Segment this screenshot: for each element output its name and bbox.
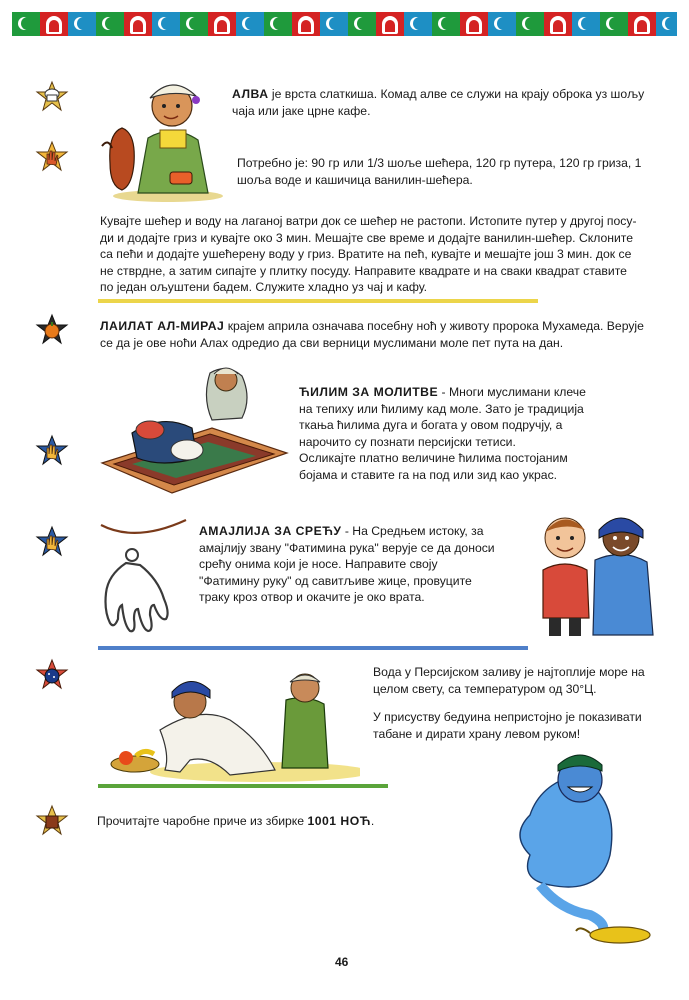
crescent-icon bbox=[441, 17, 454, 30]
dome-icon bbox=[46, 16, 62, 34]
border-tile bbox=[432, 12, 460, 36]
carpet-paragraph bbox=[299, 384, 679, 484]
border-tile bbox=[488, 12, 516, 36]
crescent-icon bbox=[273, 17, 286, 30]
globe-star-icon bbox=[34, 658, 70, 699]
gulf-line: Вода у Персијском заливу је најтоплије море на bbox=[373, 665, 645, 679]
crescent-icon bbox=[609, 17, 622, 30]
decorative-border bbox=[12, 12, 677, 36]
crescent-icon bbox=[189, 17, 202, 30]
crescent-icon bbox=[581, 17, 594, 30]
recipe-line: Кувајте шећер и воду на лаганој ватри док се шећер не растопи. Истопите путер у другој посу- bbox=[100, 214, 637, 228]
border-tile bbox=[264, 12, 292, 36]
border-tile bbox=[516, 12, 544, 36]
fatima-hand-amulet-illustration bbox=[96, 515, 196, 645]
stories-text: Прочитајте чаробне приче из збирке bbox=[97, 814, 308, 828]
border-tile bbox=[656, 12, 677, 36]
halva-title: АЛВА bbox=[232, 87, 269, 101]
two-children-illustration bbox=[535, 500, 660, 645]
amulet-line: "Фатимину руку" од савитљиве жице, провуците bbox=[199, 573, 472, 588]
carpet-line: ткања ћилима дуга и богата у овом подручју, а bbox=[299, 418, 563, 433]
crescent-icon bbox=[245, 17, 258, 30]
crescent-icon bbox=[21, 17, 34, 30]
recipe-line: по један ољуштени бадем. Служите хладно уз чај и кафу. bbox=[100, 280, 428, 295]
border-tile bbox=[180, 12, 208, 36]
book-star-icon bbox=[34, 804, 70, 845]
border-tile bbox=[320, 12, 348, 36]
carpet-line: бојама и ставите га на под или зид као украс. bbox=[299, 467, 558, 482]
border-tile bbox=[152, 12, 180, 36]
recipe-line: не стврдне, а затим сипајте у плитку посуду. Направите квадрате и на сваки квадрат ставите bbox=[100, 263, 627, 278]
crescent-icon bbox=[525, 17, 538, 30]
gulf-line: целом свету, са температуром од 30°Ц. bbox=[373, 681, 597, 696]
dome-icon bbox=[466, 16, 482, 34]
carpet-line: Осликајте платно величине ћилима постојаним bbox=[299, 451, 568, 466]
amulet-paragraph bbox=[199, 523, 529, 606]
border-tile bbox=[600, 12, 628, 36]
yellow-divider bbox=[98, 299, 538, 303]
border-tile bbox=[40, 12, 68, 36]
lailat-paragraph bbox=[100, 318, 660, 351]
border-tile bbox=[68, 12, 96, 36]
dome-icon bbox=[214, 16, 230, 34]
border-tile bbox=[124, 12, 152, 36]
hand-star-icon bbox=[34, 525, 70, 566]
stories-end: . bbox=[370, 814, 375, 828]
green-divider bbox=[98, 784, 388, 788]
halva-recipe bbox=[100, 213, 640, 296]
lailat-title: ЛАИЛАТ АЛ-МИРАЈ bbox=[100, 319, 225, 333]
lailat-line: крајем априла означава посебну ноћ у животу пророка Мухамеда. Верује bbox=[224, 319, 644, 333]
bedouin-line: табане и дирати храну левом руком! bbox=[373, 726, 581, 741]
prayer-carpet-illustration bbox=[92, 358, 292, 503]
pumpkin-star-icon bbox=[34, 313, 70, 354]
dome-icon bbox=[382, 16, 398, 34]
border-tile bbox=[236, 12, 264, 36]
border-tile bbox=[292, 12, 320, 36]
stories-title: 1001 НОЋ bbox=[307, 814, 371, 828]
carpet-line: - Многи муслимани клече bbox=[438, 385, 586, 399]
carpet-title: ЋИЛИМ ЗА МОЛИТВЕ bbox=[299, 385, 439, 399]
halva-paragraph bbox=[232, 86, 652, 119]
crescent-icon bbox=[329, 17, 342, 30]
bedouin-food-illustration bbox=[110, 660, 360, 795]
halva-vendor-illustration bbox=[98, 68, 228, 208]
amulet-line: траку кроз отвор и окачите је око врата. bbox=[199, 590, 425, 605]
dome-icon bbox=[130, 16, 146, 34]
crescent-icon bbox=[665, 17, 677, 30]
amulet-line: - На Средњем истоку, за bbox=[341, 524, 484, 538]
page-number: 46 bbox=[335, 955, 349, 969]
border-tile bbox=[544, 12, 572, 36]
blue-divider bbox=[98, 646, 528, 650]
border-tile bbox=[460, 12, 488, 36]
hand-star-icon bbox=[34, 434, 70, 475]
lailat-line: се да је ове ноћи Алах одредио да сви верници муслимани моле пет пута на дан. bbox=[100, 335, 564, 350]
border-tile bbox=[12, 12, 40, 36]
border-tile bbox=[208, 12, 236, 36]
crescent-icon bbox=[77, 17, 90, 30]
dome-icon bbox=[298, 16, 314, 34]
crescent-icon bbox=[413, 17, 426, 30]
border-tile bbox=[628, 12, 656, 36]
recipe-line: са пећи и додајте ушећерену воду у гриз. Вратите на пећ, кувајте и мешајте још 3 мин. док се bbox=[100, 247, 632, 262]
amulet-title: АМАЈЛИЈА ЗА СРЕЋУ bbox=[199, 524, 342, 538]
amulet-line: амајлију звану "Фатимина рука" верује се да доноси bbox=[199, 540, 495, 555]
crescent-icon bbox=[161, 17, 174, 30]
border-tile bbox=[376, 12, 404, 36]
dome-icon bbox=[634, 16, 650, 34]
dome-icon bbox=[550, 16, 566, 34]
crescent-icon bbox=[357, 17, 370, 30]
border-tile bbox=[404, 12, 432, 36]
border-tile bbox=[96, 12, 124, 36]
genie-lamp-illustration bbox=[480, 735, 660, 955]
halva-text: је врста слаткиша. Комад алве се служи на крају оброка уз шољу чаја или јаке црне кафе. bbox=[232, 87, 645, 118]
hand-star-icon bbox=[34, 140, 70, 181]
bedouin-line: У присуству бедуина непристојно је показивати bbox=[373, 710, 642, 724]
border-tile bbox=[572, 12, 600, 36]
border-tile bbox=[348, 12, 376, 36]
crescent-icon bbox=[105, 17, 118, 30]
carpet-line: на тепиху или ћилиму кад моле. Зато је традиција bbox=[299, 401, 584, 416]
halva-ingredients: Потребно је: 90 гр или 1/3 шоље шећера, 120 гр путера, 120 гр гриза, 1 шоља воде и кашичица ванилин-шећера. bbox=[237, 156, 642, 187]
gulf-paragraph bbox=[373, 664, 673, 697]
stories-paragraph bbox=[97, 813, 497, 830]
crescent-icon bbox=[497, 17, 510, 30]
chef-hat-star-icon bbox=[34, 80, 70, 121]
carpet-line: нарочито су познати персијски тетиси. bbox=[299, 434, 516, 449]
amulet-line: срећу онима који је носе. Направите своју bbox=[199, 557, 438, 572]
recipe-line: ди и додајте гриз и кувајте око 3 мин. Мешајте све време и додајте ванилин-шећер. Склоните bbox=[100, 230, 633, 245]
